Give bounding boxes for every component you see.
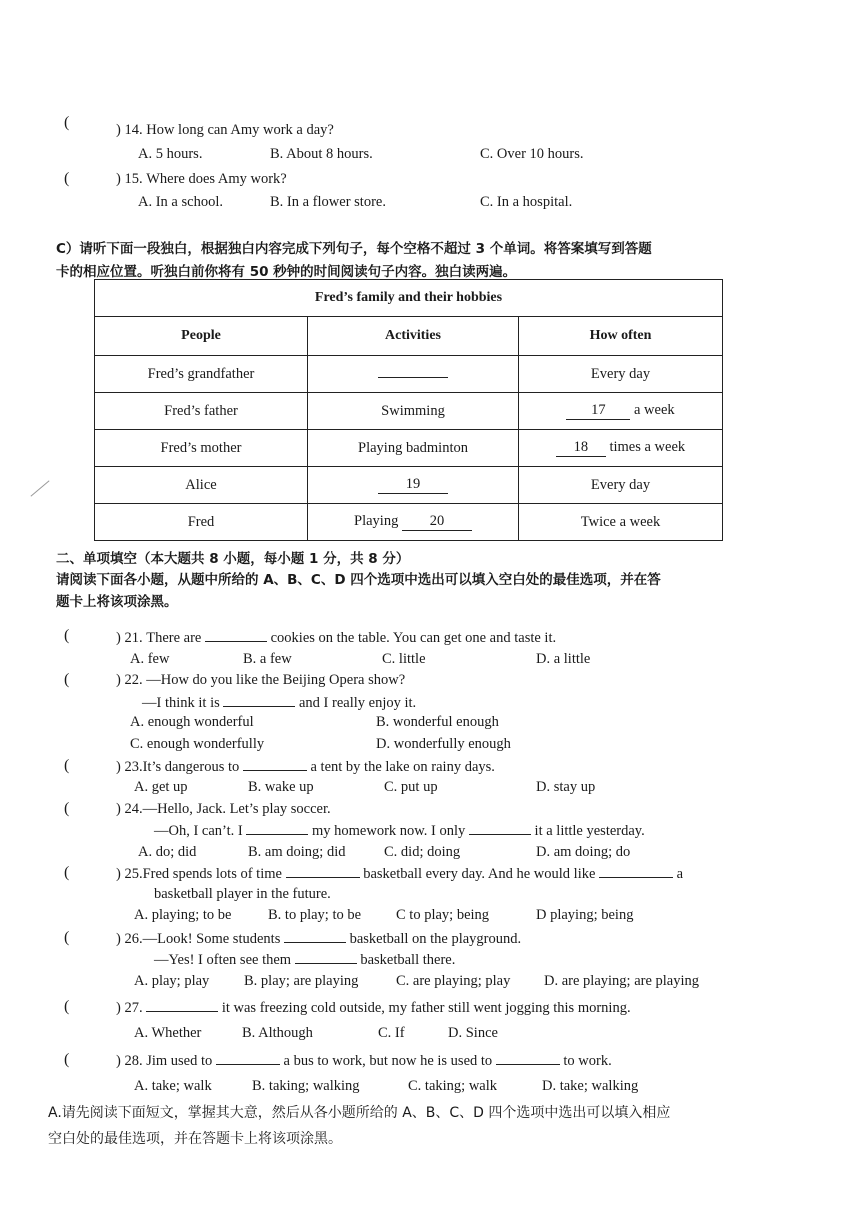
q24-option-c: C. did; doing (384, 844, 461, 860)
answer-blank (378, 377, 448, 378)
q28-option-d: D. take; walking (542, 1078, 639, 1094)
header-how-often: How often (519, 317, 723, 356)
question-24: ) 24.—Hello, Jack. Let’s play soccer. (116, 801, 331, 817)
table-row (95, 504, 723, 541)
blank (223, 694, 295, 707)
answer-paren: ( (64, 170, 70, 187)
q21-option-b: B. a few (243, 651, 292, 667)
cell-often: Every day (519, 467, 723, 504)
question-23: ) 23.It’s dangerous to a tent by the lake on rainy days. (116, 759, 495, 775)
blank (295, 951, 357, 964)
table-row (95, 467, 723, 504)
cell-people: Alice (95, 467, 308, 504)
table-row (95, 356, 723, 393)
header-people: People (95, 317, 308, 356)
blank (496, 1052, 560, 1065)
answer-paren: ( (64, 114, 70, 131)
q26-option-a: A. play; play (134, 973, 210, 989)
q24-option-b: B. am doing; did (248, 844, 346, 860)
blank (146, 999, 218, 1012)
hobby-table (94, 279, 723, 541)
q22-option-c: C. enough wonderfully (130, 736, 265, 752)
q24-option-a: A. do; did (138, 844, 197, 860)
header-activities: Activities (308, 317, 519, 356)
blank (216, 1052, 280, 1065)
blank (599, 865, 673, 878)
answer-paren: ( (64, 757, 70, 774)
answer-blank-17: 17 (566, 402, 630, 420)
cell-often: Twice a week (519, 504, 723, 541)
question-24-line-2: —Oh, I can’t. I my homework now. I only it a little yesterday. (154, 823, 645, 839)
q28-option-a: A. take; walk (134, 1078, 212, 1094)
q27-option-d: D. Since (448, 1025, 498, 1041)
section-2-instruction-1: 请阅读下面各小题，从题中所给的 A、B、C、D 四个选项中选出可以填入空白处的最佳选项，并在答 (56, 572, 661, 588)
q25-option-b: B. to play; to be (268, 907, 362, 923)
question-14: ) 14. How long can Amy work a day? (116, 122, 334, 138)
table-title: Fred’s family and their hobbies (95, 280, 723, 317)
blank (243, 758, 307, 771)
blank (205, 629, 267, 642)
answer-blank-20: 20 (402, 513, 472, 531)
answer-paren: ( (64, 800, 70, 817)
blank (284, 930, 346, 943)
q21-option-c: C. little (382, 651, 426, 667)
answer-blank-19: 19 (378, 476, 448, 494)
q21-option-a: A. few (130, 651, 170, 667)
q25-option-a: A. playing; to be (134, 907, 232, 923)
cell-often: Every day (519, 356, 723, 393)
question-25: ) 25.Fred spends lots of time basketball every day. And he would like a (116, 866, 684, 882)
q15-option-b: B. In a flower store. (270, 194, 386, 210)
q22-option-d: D. wonderfully enough (376, 736, 511, 752)
answer-blank-18: 18 (556, 439, 606, 457)
q26-option-d: D. are playing; are playing (544, 973, 700, 989)
q21-option-d: D. a little (536, 651, 591, 667)
q27-option-c: C. If (378, 1025, 405, 1041)
blank (246, 822, 308, 835)
q22-option-b: B. wonderful enough (376, 714, 499, 730)
cell-people: Fred’s mother (95, 430, 308, 467)
answer-paren: ( (64, 998, 70, 1015)
cell-often: 18 times a week (519, 430, 723, 467)
q23-option-a: A. get up (134, 779, 188, 795)
cell-activity: Playing badminton (308, 430, 519, 467)
blank (286, 865, 360, 878)
answer-paren: ( (64, 671, 70, 688)
q28-option-b: B. taking; walking (252, 1078, 360, 1094)
question-21: ) 21. There are cookies on the table. You can get one and taste it. (116, 630, 557, 646)
question-28: ) 28. Jim used to a bus to work, but now he is used to to work. (116, 1053, 612, 1069)
cell-often: 17 a week (519, 393, 723, 430)
section-c-instruction-2: 卡的相应位置。听独白前你将有 50 秒钟的时间阅读句子内容。独白读两遍。 (56, 264, 517, 280)
q25-option-c: C to play; being (396, 907, 490, 923)
cell-people: Fred’s father (95, 393, 308, 430)
section-2-instruction-2: 题卡上将该项涂黑。 (56, 594, 178, 610)
section-c-instruction-1: C）请听下面一段独白，根据独白内容完成下列句子，每个空格不超过 3 个单词。将答案填写到答题 (56, 241, 652, 257)
question-15: ) 15. Where does Amy work? (116, 171, 287, 187)
q27-option-a: A. Whether (134, 1025, 202, 1041)
cell-people: Fred (95, 504, 308, 541)
section-a-instruction-2: 空白处的最佳选项，并在答题卡上将该项涂黑。 (48, 1131, 342, 1147)
q28-option-c: C. taking; walk (408, 1078, 498, 1094)
section-a-instruction-1: A.请先阅读下面短文，掌握其大意，然后从各小题所给的 A、B、C、D 四个选项中选出可以填入相应 (48, 1105, 671, 1121)
question-27: ) 27. it was freezing cold outside, my father still went jogging this morning. (116, 1000, 631, 1016)
q27-option-b: B. Although (242, 1025, 313, 1041)
answer-paren: ( (64, 864, 70, 881)
q22-option-a: A. enough wonderful (130, 714, 254, 730)
q24-option-d: D. am doing; do (536, 844, 631, 860)
q23-option-c: C. put up (384, 779, 438, 795)
q14-option-c: C. Over 10 hours. (480, 146, 584, 162)
q26-option-b: B. play; are playing (244, 973, 359, 989)
q23-option-d: D. stay up (536, 779, 596, 795)
question-26: ) 26.—Look! Some students basketball on the playground. (116, 931, 522, 947)
q15-option-a: A. In a school. (138, 194, 223, 210)
question-26-line-2: —Yes! I often see them basketball there. (154, 952, 456, 968)
q25-option-d: D playing; being (536, 907, 634, 923)
q26-option-c: C. are playing; play (396, 973, 511, 989)
answer-paren: ( (64, 1051, 70, 1068)
blank (469, 822, 531, 835)
cell-activity: Playing 20 (308, 504, 519, 541)
cell-activity (308, 356, 519, 393)
question-22-line-2: —I think it is and I really enjoy it. (142, 695, 417, 711)
cell-activity: Swimming (308, 393, 519, 430)
table-row (95, 430, 723, 467)
q14-option-b: B. About 8 hours. (270, 146, 373, 162)
question-22: ) 22. —How do you like the Beijing Opera show? (116, 672, 406, 688)
q14-option-a: A. 5 hours. (138, 146, 203, 162)
section-2-title: 二、单项填空（本大题共 8 小题，每小题 1 分，共 8 分） (56, 551, 410, 567)
question-25-line-2: basketball player in the future. (154, 886, 331, 902)
cell-people: Fred’s grandfather (95, 356, 308, 393)
q23-option-b: B. wake up (248, 779, 314, 795)
pen-mark (30, 480, 49, 496)
table-row (95, 393, 723, 430)
q15-option-c: C. In a hospital. (480, 194, 573, 210)
answer-paren: ( (64, 929, 70, 946)
cell-activity (308, 467, 519, 504)
answer-paren: ( (64, 627, 70, 644)
